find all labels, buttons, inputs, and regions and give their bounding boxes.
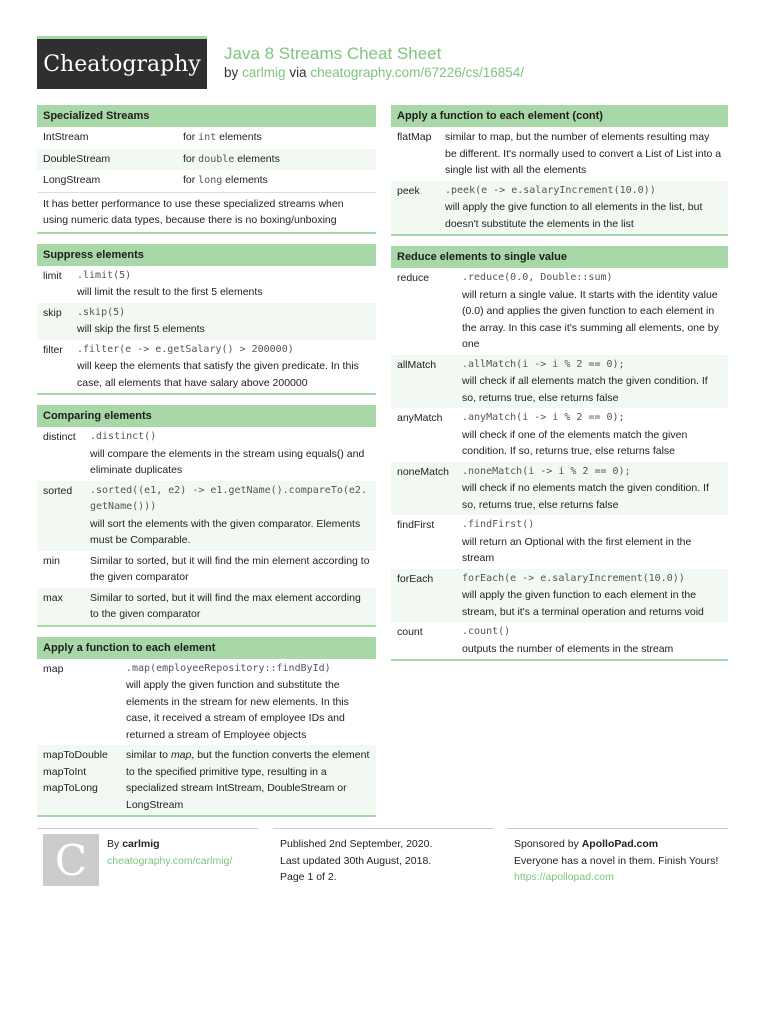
table-row — [391, 127, 728, 181]
table-row — [37, 745, 376, 815]
table-row — [391, 268, 728, 355]
row-term: filter — [43, 343, 63, 356]
section-note: It has better performance to use these specialized streams when using numeric data types, because there is no boxing/unboxing — [37, 192, 376, 232]
row-desc: .count() outputs the number of elements in the stream — [462, 626, 674, 655]
table-row — [391, 355, 728, 409]
row-term: forEach — [397, 572, 434, 585]
row-desc: for long elements — [183, 174, 268, 186]
left-column — [37, 105, 376, 827]
row-term: IntStream — [43, 131, 89, 143]
reduce-section — [391, 246, 728, 661]
table-row — [37, 127, 376, 149]
row-term: DoubleStream — [43, 152, 111, 165]
row-term: skip — [43, 306, 62, 319]
right-column — [391, 105, 728, 671]
row-desc: for int elements — [183, 131, 262, 143]
row-desc: .noneMatch(i -> i % 2 == 0); will check if no elements match the given condition. If so, returns true, else returns false — [462, 465, 709, 511]
row-term: mapToDouble mapToInt mapToLong — [43, 749, 108, 794]
row-desc: .findFirst() will return an Optional with the first element in the stream — [462, 519, 692, 564]
updated-date: Last updated 30th August, 2018. — [280, 854, 432, 867]
row-term: min — [43, 554, 60, 567]
table-row — [391, 462, 728, 516]
specialized-streams-section — [37, 105, 376, 234]
row-desc: similar to map, but the function converts the element to the specified primitive type, resulting in a specialized stream IntStream, DoubleStream or LongStream — [126, 749, 370, 811]
table-row — [37, 551, 376, 588]
suppress-elements-section — [37, 244, 376, 396]
row-desc: .map(employeeRepository::findById) will apply the given function and substitute the elements in the stream for new elements. In this case, it received a stream of employee IDs and returned a stream of Employee objects — [126, 662, 349, 741]
comparing-elements-section — [37, 405, 376, 627]
table-row — [37, 149, 376, 171]
sheet-url-link[interactable]: cheatography.com/67226/cs/16854/ — [310, 65, 524, 80]
row-term: map — [43, 662, 64, 675]
row-term: limit — [43, 269, 62, 282]
table-row — [37, 659, 376, 746]
footer-publish-info — [280, 836, 432, 886]
author-avatar[interactable]: C — [43, 834, 99, 886]
row-desc: .filter(e -> e.getSalary() > 200000) will keep the elements that satisfy the given predicate. In this case, all elements that have salary above 200000 — [77, 343, 359, 389]
row-desc: .distinct() will compare the elements in the stream using equals() and eliminate duplicates — [90, 431, 365, 476]
sponsor-link[interactable]: https://apollopad.com — [514, 871, 614, 883]
author-name[interactable]: carlmig — [122, 838, 160, 850]
row-desc: .anyMatch(i -> i % 2 == 0); will check if one of the elements match the given condition. If so, returns true, else returns false — [462, 412, 688, 457]
row-desc: Similar to sorted, but it will find the min element according to the given comparator — [90, 554, 370, 583]
table-row — [37, 266, 376, 303]
author-profile-link[interactable]: cheatography.com/carlmig/ — [107, 854, 233, 867]
via-label: via — [289, 65, 307, 80]
footer-sponsor: Sponsored by ApolloPad.com Everyone has a novel in them. Finish Yours! https://apollopad.com — [514, 836, 719, 886]
table-row — [37, 303, 376, 340]
row-term: distinct — [43, 431, 76, 443]
row-term: findFirst — [397, 519, 435, 531]
sponsor-name[interactable]: ApolloPad.com — [581, 838, 659, 850]
row-term: anyMatch — [397, 412, 443, 424]
section-title: Specialized Streams — [37, 105, 376, 127]
table-row — [37, 170, 376, 192]
table-row — [391, 408, 728, 462]
row-term: noneMatch — [397, 465, 449, 478]
section-title: Reduce elements to single value — [391, 246, 728, 268]
cheatography-logo[interactable]: Cheatography — [37, 36, 207, 89]
author-link[interactable]: carlmig — [242, 65, 286, 80]
row-term: reduce — [397, 272, 430, 284]
apply-function-section — [37, 637, 376, 818]
row-desc: .skip(5) will skip the first 5 elements — [77, 306, 205, 335]
sponsor-text: Everyone has a novel in them. Finish Yours! — [514, 854, 719, 867]
published-date: Published 2nd September, 2020. — [280, 838, 433, 850]
row-desc: .allMatch(i -> i % 2 == 0); will check if all elements match the given condition. If so, returns true, else returns false — [462, 358, 708, 404]
apply-function-cont-section — [391, 105, 728, 236]
row-desc: Similar to sorted, but it will find the max element according to the given comparator — [90, 591, 361, 620]
section-title: Apply a function to each element (cont) — [391, 105, 728, 127]
row-term: allMatch — [397, 358, 437, 371]
table-row — [391, 181, 728, 235]
page-title: Java 8 Streams Cheat Sheet — [224, 44, 442, 63]
row-desc: .reduce(0.0, Double::sum) will return a single value. It starts with the identity value (0.0) and applies the given function to each element in the array. In this case it's summing all elements, one by one — [462, 272, 719, 350]
row-desc: forEach(e -> e.salaryIncrement(10.0)) will apply the given function to each element in the stream, but it's a terminal operation and returns void — [462, 572, 704, 618]
table-row — [391, 622, 728, 659]
row-term: LongStream — [43, 174, 101, 186]
row-desc: .limit(5) will limit the result to the first 5 elements — [77, 269, 263, 298]
table-row — [37, 340, 376, 394]
byline — [224, 65, 524, 80]
row-desc: .peek(e -> e.salaryIncrement(10.0)) will apply the give function to all elements in the list, but doesn't substitute the elements in the list — [445, 184, 703, 230]
footer-author: By carlmig cheatography.com/carlmig/ — [107, 836, 232, 869]
row-desc: .sorted((e1, e2) -> e1.getName().compareTo(e2.getName())) will sort the elements with the given comparator. Elements must be Comparable. — [90, 484, 367, 546]
section-title: Apply a function to each element — [37, 637, 376, 659]
by-label: by — [224, 65, 239, 80]
row-term: flatMap — [397, 131, 432, 143]
table-row — [37, 588, 376, 625]
row-term: count — [397, 626, 423, 638]
table-row — [37, 427, 376, 481]
row-desc: for double elements — [183, 152, 280, 165]
table-row — [37, 481, 376, 551]
page-number: Page 1 of 2. — [280, 871, 337, 883]
row-term: peek — [397, 184, 420, 197]
section-title: Suppress elements — [37, 244, 376, 266]
row-term: max — [43, 591, 63, 604]
row-term: sorted — [43, 484, 73, 497]
table-row — [391, 515, 728, 569]
row-desc: similar to map, but the number of elements resulting may be different. It's normally used to convert a List of List into a single list with all the elements — [445, 131, 722, 176]
table-row — [391, 569, 728, 623]
section-title: Comparing elements — [37, 405, 376, 427]
